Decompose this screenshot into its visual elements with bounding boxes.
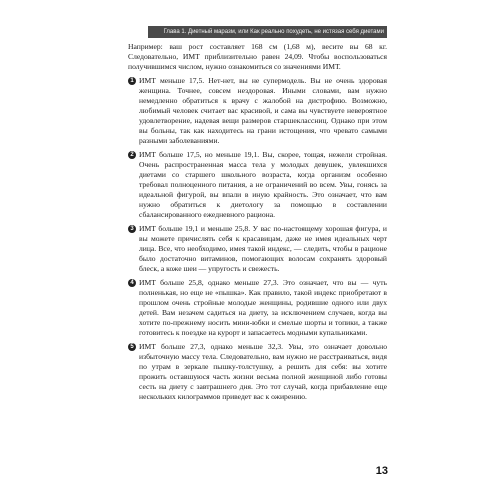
- running-header: Глава 1. Диетный маразм, или Как реально похудеть, не истязая себя диетами: [148, 26, 387, 38]
- item-number-badge: 5: [128, 343, 136, 351]
- intro-paragraph: Например: ваш рост составляет 168 см (1,68 м), весите вы 68 кг. Следовательно, ИМТ приблизительно равен 24,09. Чтобы воспользоваться получившимся числом, нужно ознакомиться со значениями ИМТ.: [128, 42, 387, 71]
- item-number-badge: 2: [128, 151, 136, 159]
- page-content: [128, 42, 387, 402]
- item-text: ИМТ больше 25,8, однако меньше 27,3. Это означает, что вы — чуть полненькая, но еще не «пышка». Как правило, такой индекс приобретают в прошлом очень стройные молодые женщины, родившие одного или двух детей. Вам незачем садиться на диету, за исключением случаев, когда вы хотите по-прежнему носить мини-юбки и смелые шорты и топики, а также готовитесь к поездке на курорт и запасаетесь модными купальниками.: [139, 278, 387, 337]
- bmi-item-1: [128, 76, 387, 146]
- item-text: ИМТ больше 17,5, но меньше 19,1. Вы, скорее, тощая, нежели стройная. Очень распространенная масса тела у молодых девушек, увлекшихся диетами со старшего школьного возраста, когда организм особенно требовал полноценного питания, а не ограничений во всем. Увы, гонясь за идеальной фигурой, вы впали в иную крайность. Это означает, что вам нужно обратиться к диетологу за помощью в составлении сбалансированного ежедневного рациона.: [139, 150, 387, 219]
- bmi-item-3: [128, 224, 387, 274]
- bmi-item-2: [128, 150, 387, 220]
- bmi-item-5: [128, 342, 387, 402]
- bmi-item-4: [128, 278, 387, 338]
- item-text: ИМТ больше 19,1 и меньше 25,8. У вас по-настоящему хорошая фигура, и вы можете причислять себя к красавицам, даже не имея идеальных черт лица. Все, что необходимо, имея такой индекс, — следить, чтобы в рационе было достаточно витаминов, помогающих волосам сохранять здоровый блеск, а коже шеи — упругость и свежесть.: [139, 224, 387, 273]
- page-number: 13: [375, 465, 388, 477]
- item-number-badge: 3: [128, 225, 136, 233]
- item-text: ИМТ больше 27,3, однако меньше 32,3. Увы, это означает довольно избыточную массу тела. Следовательно, вам нужно не расстраиваться, видя по утрам в зеркале пышку-толстушку, а решить для себя: вы хотите прожить оставшуюся часть жизни весьма полной женщиной либо готовы сесть на диету с завтрашнего дня. Это тот случай, когда прибавление еще нескольких килограммов приведет вас к ожирению.: [139, 342, 387, 401]
- item-number-badge: 1: [128, 77, 136, 85]
- item-text: ИМТ меньше 17,5. Нет-нет, вы не супермодель. Вы не очень здоровая женщина. Точнее, совсем нездоровая. Иными словами, вам нужно немедленно обратиться к врачу с жалобой на дистрофию. Возможно, любимый человек считает вас красивой, и сама вы чувствуете невероятное удовлетворение, надевая вещи размеров старшеклассниц. Однако при этом вы больны, так как находитесь на грани истощения, что чревато самыми разными заболеваниями.: [139, 76, 387, 145]
- item-number-badge: 4: [128, 279, 136, 287]
